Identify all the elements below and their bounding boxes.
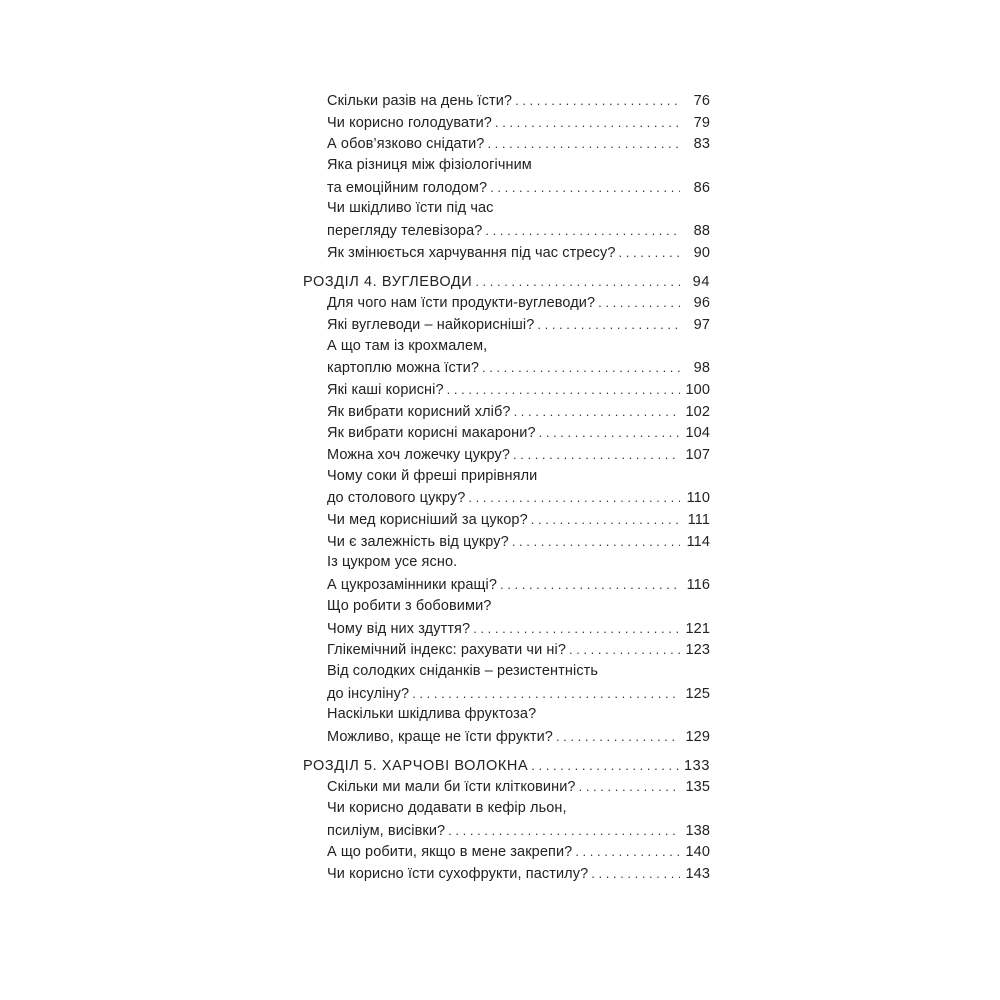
entry-title: до столового цукру? <box>327 490 466 507</box>
dot-leader <box>579 776 680 798</box>
page-number: 143 <box>685 866 710 883</box>
entry-title: Що робити з бобовими? <box>327 597 492 614</box>
section-title: РОЗДІЛ 5. ХАРЧОВІ ВОЛОКНА <box>303 757 529 774</box>
entry-title: Як вибрати корисні макарони? <box>327 425 536 442</box>
toc-entry-line <box>303 704 710 726</box>
dot-leader <box>514 401 680 423</box>
dot-leader <box>482 357 680 379</box>
entry-title: Чому соки й фреші прирівняли <box>327 467 538 484</box>
toc-entry-line <box>303 552 710 574</box>
page-number: 135 <box>685 779 710 796</box>
toc-entry-line <box>303 198 710 220</box>
entry-title: перегляду телевізора? <box>327 223 483 240</box>
dot-leader <box>575 841 680 863</box>
dot-leader <box>490 177 680 199</box>
toc-entry-line <box>303 314 710 336</box>
dot-leader <box>556 726 680 748</box>
entry-title: Чи мед корисніший за цукор? <box>327 512 528 529</box>
page-number: 83 <box>693 136 710 153</box>
entry-title: псиліум, висівки? <box>327 822 446 839</box>
entry-title: Глікемічний індекс: рахувати чи ні? <box>327 642 566 659</box>
toc-entry-line <box>303 379 710 401</box>
entry-title: Чи шкідливо їсти під час <box>327 200 494 217</box>
page-number: 110 <box>686 490 710 507</box>
toc-section-heading <box>303 271 710 293</box>
toc-entry-line <box>303 618 710 640</box>
toc-entry-line <box>303 292 710 314</box>
toc-entry-line <box>303 509 710 531</box>
toc-entry-line <box>303 639 710 661</box>
dot-leader <box>537 314 680 336</box>
section-title: РОЗДІЛ 4. ВУГЛЕВОДИ <box>303 273 473 290</box>
dot-leader <box>448 820 680 842</box>
entry-title: Скільки разів на день їсти? <box>327 93 513 109</box>
entry-title: Можливо, краще не їсти фрукти? <box>327 728 553 745</box>
entry-title: картоплю можна їсти? <box>327 360 479 377</box>
toc-entry-line <box>303 444 710 466</box>
dot-leader <box>473 618 680 640</box>
page-number: 140 <box>685 844 710 861</box>
page-number: 121 <box>685 620 710 637</box>
toc-entry-line <box>303 487 710 509</box>
toc-entry-line <box>303 220 710 242</box>
entry-title: Чи корисно їсти сухофрукти, пастилу? <box>327 866 589 883</box>
toc-entry-line <box>303 112 710 134</box>
page-number: 107 <box>685 447 710 463</box>
toc-entry-line <box>303 596 710 618</box>
toc-section-heading <box>303 755 710 777</box>
entry-title: Яка різниця між фізіологічним <box>327 157 532 174</box>
entry-title: Із цукром усе ясно. <box>327 554 458 571</box>
table-of-contents <box>303 90 710 885</box>
entry-title: А що там із крохмалем, <box>327 337 488 354</box>
entry-title: Наскільки шкідлива фруктоза? <box>327 706 537 723</box>
toc-entry-line <box>303 726 710 748</box>
page-number: 114 <box>686 533 710 550</box>
entry-title: Чи корисно голодувати? <box>327 114 492 131</box>
page-number: 123 <box>685 642 710 659</box>
page-number: 125 <box>685 685 710 702</box>
page-number: 97 <box>693 316 710 333</box>
page-number: 138 <box>685 822 710 839</box>
dot-leader <box>539 422 680 444</box>
toc-entry-line <box>303 863 710 885</box>
toc-entry-line <box>303 155 710 177</box>
entry-title: Можна хоч ложечку цукру? <box>327 447 511 463</box>
dot-leader <box>485 220 680 242</box>
dot-leader <box>500 574 680 596</box>
dot-leader <box>447 379 680 401</box>
page-number: 116 <box>686 577 710 594</box>
entry-title: А обов’язково снідати? <box>327 136 485 153</box>
page-number: 88 <box>693 223 710 240</box>
dot-leader <box>512 531 680 553</box>
entry-title: А цукрозамінники кращі? <box>327 577 498 594</box>
dot-leader <box>468 487 680 509</box>
toc-entry-line <box>303 90 710 112</box>
page-number: 98 <box>693 360 710 377</box>
dot-leader <box>569 639 680 661</box>
dot-leader <box>598 292 680 314</box>
toc-entry-line <box>303 776 710 798</box>
page-number: 90 <box>693 244 710 261</box>
page-number: 100 <box>685 381 710 398</box>
page-number: 104 <box>685 425 710 442</box>
entry-title: та емоційним голодом? <box>327 179 488 196</box>
toc-entry-line <box>303 357 710 379</box>
entry-title: Як змінюється харчування під час стресу? <box>327 244 616 261</box>
dot-leader <box>513 444 680 466</box>
page-number: 86 <box>693 179 710 196</box>
page-number: 76 <box>693 93 710 109</box>
page-number: 79 <box>693 114 710 131</box>
dot-leader <box>475 271 680 293</box>
toc-entry-line <box>303 798 710 820</box>
toc-entry-line <box>303 531 710 553</box>
toc-entry-line <box>303 841 710 863</box>
dot-leader <box>487 133 680 155</box>
dot-leader <box>412 683 680 705</box>
entry-title: Від солодких сніданків – резистентність <box>327 662 599 679</box>
entry-title: Чи є залежність від цукру? <box>327 533 509 550</box>
dot-leader <box>531 755 680 777</box>
page-number: 94 <box>692 273 710 290</box>
page-number: 129 <box>685 728 710 745</box>
toc-entry-line <box>303 133 710 155</box>
toc-entry-line <box>303 683 710 705</box>
entry-title: Чи корисно додавати в кефір льон, <box>327 800 567 816</box>
entry-title: Скільки ми мали би їсти клітковини? <box>327 779 576 796</box>
page-number: 111 <box>687 512 710 529</box>
page-number: 96 <box>693 295 710 312</box>
toc-entry-line <box>303 177 710 199</box>
dot-leader <box>495 112 680 134</box>
dot-leader <box>531 509 680 531</box>
entry-title: Для чого нам їсти продукти-вуглеводи? <box>327 295 596 312</box>
page-number: 102 <box>685 403 710 420</box>
entry-title: А що робити, якщо в мене закрепи? <box>327 844 573 861</box>
dot-leader <box>591 863 680 885</box>
entry-title: Чому від них здуття? <box>327 620 471 637</box>
toc-entry-line <box>303 242 710 264</box>
entry-title: Як вибрати корисний хліб? <box>327 403 511 420</box>
dot-leader <box>515 90 680 112</box>
toc-entry-line <box>303 820 710 842</box>
toc-entry-line <box>303 466 710 488</box>
entry-title: до інсуліну? <box>327 685 410 702</box>
entry-title: Які каші корисні? <box>327 381 444 398</box>
toc-entry-line <box>303 422 710 444</box>
toc-entry-line <box>303 574 710 596</box>
page-number: 133 <box>684 757 710 774</box>
dot-leader <box>619 242 680 264</box>
toc-entry-line <box>303 661 710 683</box>
entry-title: Які вуглеводи – найкорисніші? <box>327 316 535 333</box>
toc-entry-line <box>303 401 710 423</box>
toc-entry-line <box>303 336 710 358</box>
